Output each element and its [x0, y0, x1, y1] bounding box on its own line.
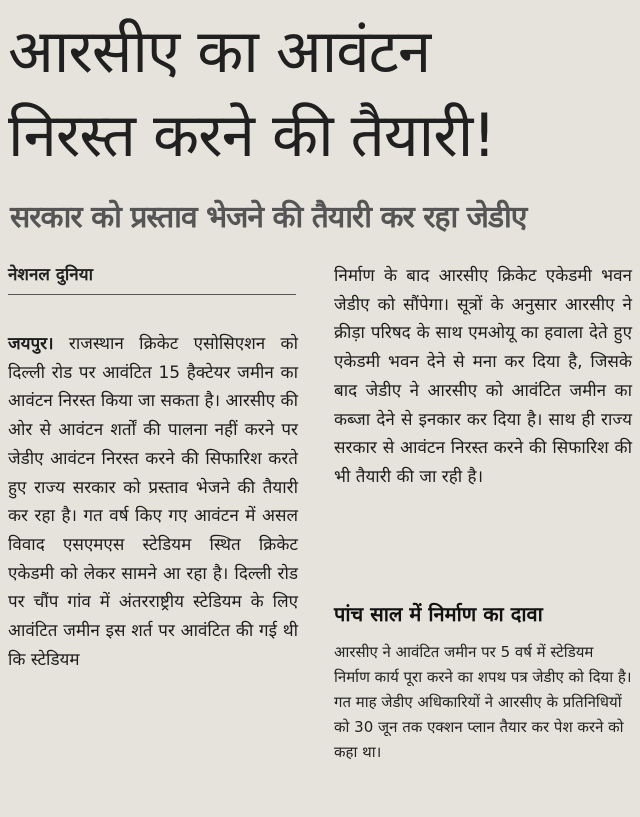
box-heading: पांच साल में निर्माण का दावा [334, 602, 543, 626]
article-paragraph-left [8, 330, 298, 674]
byline: नेशनल दुनिया [8, 265, 94, 285]
article-column-right [334, 262, 632, 492]
info-box-text: आरसीए ने आवंटित जमीन पर 5 वर्ष में स्टेडियम निर्माण कार्य पूरा करने का शपथ पत्र जेडीए को दिया है। गत माह जेडीए अधिकारियों ने आरसीए के प्रतिनिधियों को 30 जून तक एक्शन प्लान तैयार कर पेश करने को कहा था। [334, 643, 632, 761]
article-text-left: राजस्थान क्रिकेट एसोसिएशन को दिल्ली रोड पर आवंटित 15 हैक्टेयर जमीन का आवंटन निरस्त किया जा सकता है। आरसीए की ओर से आवंटन शर्तों की पालना नहीं करने पर जेडीए आवंटन निरस्त करने की सिफारिश करते हुए राज्य सरकार को प्रस्ताव भेजने की तैयारी कर रहा है। गत वर्ष किए गए आवंटन में असल विवाद एसएमएस स्टेडियम स्थित क्रिकेट एकेडमी को लेकर सामने आ रहा है। दिल्ली रोड पर चौंप गांव में अंतरराष्ट्रीय स्टेडियम के लिए आवंटित जमीन इस शर्त पर आवंटित की गई थी कि स्टेडियम [8, 334, 298, 670]
info-box [334, 640, 632, 765]
headline-line-2: निरस्त करने की तैयारी! [8, 101, 496, 171]
subheadline: सरकार को प्रस्ताव भेजने की तैयारी कर रहा जेडीए [10, 200, 527, 235]
dateline: जयपुर। [8, 334, 54, 354]
article-column-left [8, 330, 298, 674]
byline-divider [8, 294, 296, 295]
article-text-right: निर्माण के बाद आरसीए क्रिकेट एकेडमी भवन जेडीए को सौंपेगा। सूत्रों के अनुसार आरसीए ने क्रीड़ा परिषद के साथ एमओयू का हवाला देते हुए एकेडमी भवन देने से मना कर दिया है, जिसके बाद जेडीए ने आरसीए को आवंटित जमीन का कब्जा देने से इनकार कर दिया है। साथ ही राज्य सरकार से आवंटन निरस्त करने की सिफारिश की भी तैयारी की जा रही है। [334, 266, 632, 487]
headline-line-1: आरसीए का आवंटन [8, 17, 431, 87]
